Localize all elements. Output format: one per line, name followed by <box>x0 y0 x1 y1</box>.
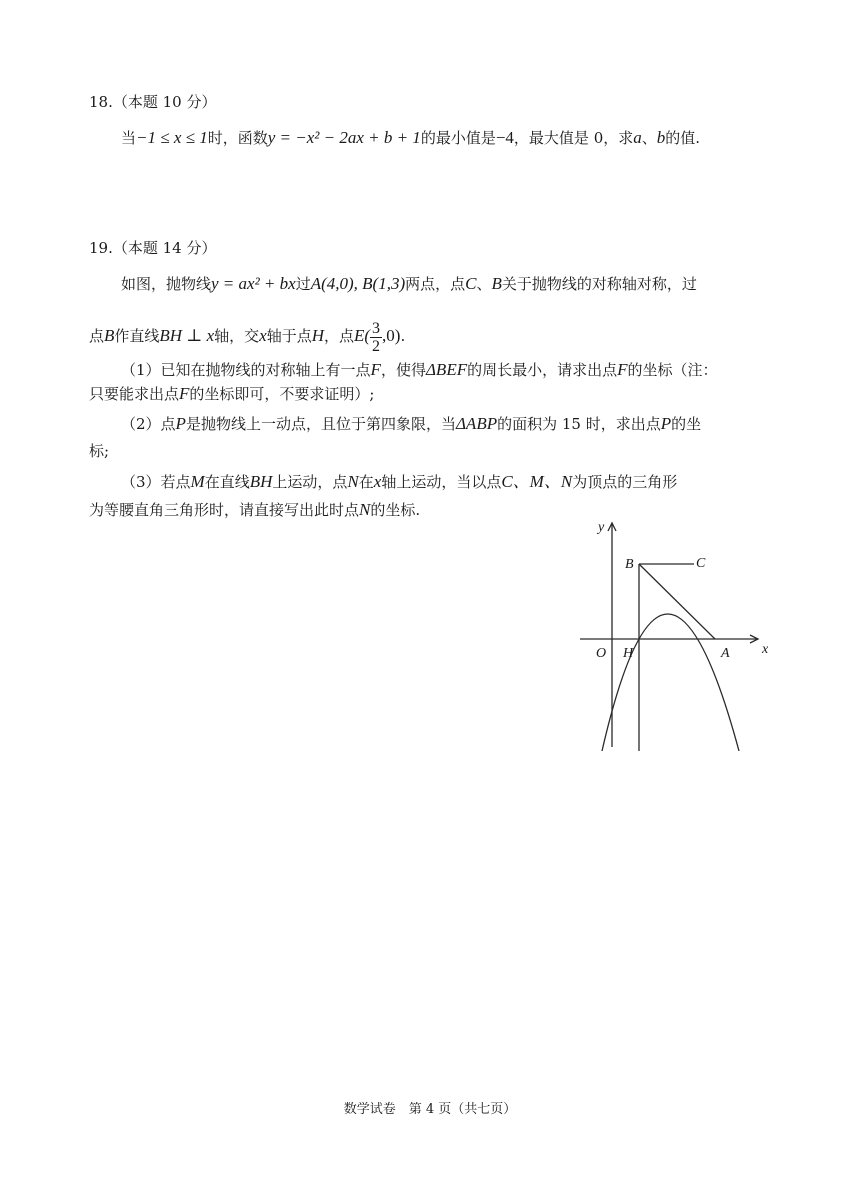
page-footer: 数学试卷 第 4 页（共七页） <box>343 1102 517 1117</box>
q19-intro: 如图，抛物线y = ax² + bx过A(4,0), B(1,3)两点，点C、B关于抛物线的对称轴对称，过 <box>121 274 697 293</box>
label-o: O <box>596 646 607 661</box>
q19-part2-line1: （2）点P是抛物线上一动点，且位于第四象限，当ΔABP的面积为 15 时，求出点P的坐 <box>121 414 702 433</box>
label-y: y <box>598 520 605 535</box>
q19-parabola: y = ax² + bx <box>211 274 296 293</box>
parabola-figure <box>578 519 774 751</box>
q18-min: −4 <box>495 128 514 147</box>
q19-part1-line2: 只要能求出点F的坐标即可，不要求证明）; <box>89 384 375 403</box>
q19-line2: 点B作直线BH ⊥ x轴，交x轴于点H，点E( $\frac{3}{2}$ ,0). <box>89 319 406 355</box>
q19-part2-line2: 标; <box>89 442 110 460</box>
q18-condition: −1 ≤ x ≤ 1 <box>136 128 208 147</box>
q19-part3-line2: 为等腰直角三角形时，请直接写出此时点N的坐标. <box>89 500 421 519</box>
q18-function: y = −x² − 2ax + b + 1 <box>267 128 421 147</box>
label-c: C <box>696 556 706 571</box>
q19-part3-line1: （3）若点M在直线BH上运动，点N在x轴上运动，当以点C、M、N为顶点的三角形 <box>121 472 678 491</box>
label-h: H <box>623 646 634 661</box>
segment-ba <box>639 564 715 639</box>
e-fraction: $\frac{3}{2}$ <box>372 319 381 355</box>
q19-points: A(4,0), B(1,3) <box>310 274 406 293</box>
q18-statement: 当−1 ≤ x ≤ 1时，函数y = −x² − 2ax + b + 1的最小值是−4，最大值是 0，求a、b的值. <box>121 128 701 147</box>
label-a: A <box>721 646 730 661</box>
label-b: B <box>625 557 634 572</box>
q18-header: 18.（本题 10 分） <box>89 93 217 111</box>
parabola-curve <box>602 614 739 751</box>
label-x: x <box>762 642 769 657</box>
q19-part1-line1: （1）已知在抛物线的对称轴上有一点F，使得ΔBEF的周长最小，请求出点F的坐标（注： <box>121 360 718 379</box>
q19-header: 19.（本题 14 分） <box>89 239 217 257</box>
